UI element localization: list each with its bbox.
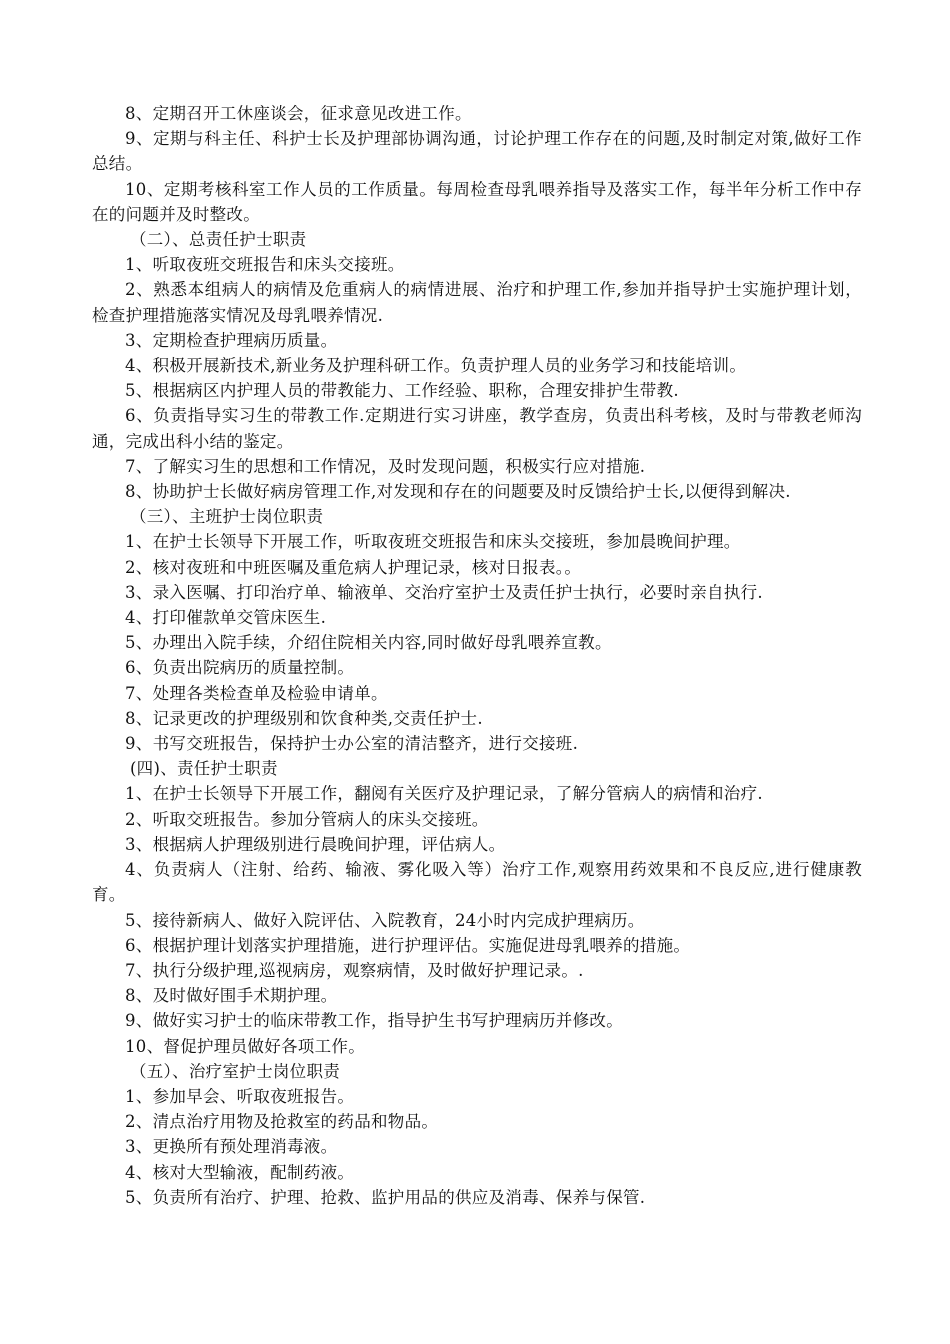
list-item: 2、熟悉本组病人的病情及危重病人的病情进展、治疗和护理工作,参加并指导护士实施护理计划，检查护理措施落实情况及母乳喂养情况.: [92, 280, 862, 325]
list-item: 4、打印催款单交管床医生.: [125, 608, 327, 628]
list-item: 8、及时做好围手术期护理。: [125, 986, 338, 1006]
list-item: 9、做好实习护士的临床带教工作，指导护生书写护理病历并修改。: [125, 1011, 623, 1031]
list-item: 9、书写交班报告，保持护士办公室的清洁整齐，进行交接班.: [125, 734, 579, 754]
list-item: 2、核对夜班和中班医嘱及重危病人护理记录，核对日报表。。: [125, 557, 582, 577]
section-heading-3: （三）、主班护士岗位职责: [129, 507, 324, 527]
list-item: 4、积极开展新技术,新业务及护理科研工作。负责护理人员的业务学习和技能培训。: [125, 356, 747, 376]
list-item: 2、清点治疗用物及抢救室的药品和物品。: [125, 1112, 439, 1132]
list-item: 3、定期检查护理病历质量。: [125, 330, 338, 350]
list-item: 4、负责病人（注射、给药、输液、雾化吸入等）治疗工作,观察用药效果和不良反应,进行健康教育。: [92, 860, 862, 905]
list-item: 3、录入医嘱、打印治疗单、输液单、交治疗室护士及责任护士执行，必要时亲自执行.: [125, 582, 763, 602]
list-item: 5、负责所有治疗、护理、抢救、监护用品的供应及消毒、保养与保管.: [125, 1187, 646, 1207]
list-item: 5、根据病区内护理人员的带教能力、工作经验、职称，合理安排护生带教.: [125, 381, 679, 401]
section-heading-2: （二）、总责任护士职责: [129, 230, 307, 250]
list-item: 7、了解实习生的思想和工作情况，及时发现问题，积极实行应对措施.: [125, 456, 646, 476]
section-heading-4: (四)、责任护士职责: [129, 759, 278, 779]
list-item: 6、根据护理计划落实护理措施，进行护理评估。实施促进母乳喂养的措施。: [125, 935, 691, 955]
list-item: 1、参加早会、听取夜班报告。: [125, 1086, 355, 1106]
list-item: 5、办理出入院手续，介绍住院相关内容,同时做好母乳喂养宣教。: [125, 633, 612, 653]
list-item: 3、更换所有预处理消毒液。: [125, 1137, 338, 1157]
list-item: 6、负责指导实习生的带教工作.定期进行实习讲座，教学查房，负责出科考核，及时与带教老师沟通，完成出科小结的鉴定。: [92, 406, 862, 451]
list-item: 2、听取交班报告。参加分管病人的床头交接班。: [125, 809, 489, 829]
document-body: [92, 101, 862, 1210]
list-item: 1、在护士长领导下开展工作，翻阅有关医疗及护理记录，了解分管病人的病情和治疗.: [125, 784, 763, 804]
paragraph-item-9: 9、定期与科主任、科护士长及护理部协调沟通，讨论护理工作存在的问题,及时制定对策,做好工作总结。: [92, 129, 862, 174]
list-item: 10、督促护理员做好各项工作。: [125, 1036, 365, 1056]
list-item: 7、执行分级护理,巡视病房，观察病情，及时做好护理记录。.: [125, 960, 584, 980]
list-item: 3、根据病人护理级别进行晨晚间护理，评估病人。: [125, 834, 506, 854]
paragraph-item-10: 10、定期考核科室工作人员的工作质量。每周检查母乳喂养指导及落实工作，每半年分析工作中存在的问题并及时整改。: [92, 179, 862, 224]
list-item: 1、在护士长领导下开展工作，听取夜班交班报告和床头交接班，参加晨晚间护理。: [125, 532, 741, 552]
section-heading-5: （五）、治疗室护士岗位职责: [129, 1061, 341, 1081]
list-item: 5、接待新病人、做好入院评估、入院教育，24小时内完成护理病历。: [125, 910, 645, 930]
list-item: 4、核对大型输液，配制药液。: [125, 1162, 355, 1182]
list-item: 8、记录更改的护理级别和饮食种类,交责任护士.: [125, 708, 483, 728]
list-item: 6、负责出院病历的质量控制。: [125, 658, 355, 678]
list-item: 7、处理各类检查单及检验申请单。: [125, 683, 388, 703]
list-item: 1、听取夜班交班报告和床头交接班。: [125, 255, 405, 275]
paragraph-item-8: 8、定期召开工休座谈会，征求意见改进工作。: [125, 104, 472, 123]
list-item: 8、协助护士长做好病房管理工作,对发现和存在的问题要及时反馈给护士长,以便得到解决.: [125, 482, 791, 502]
